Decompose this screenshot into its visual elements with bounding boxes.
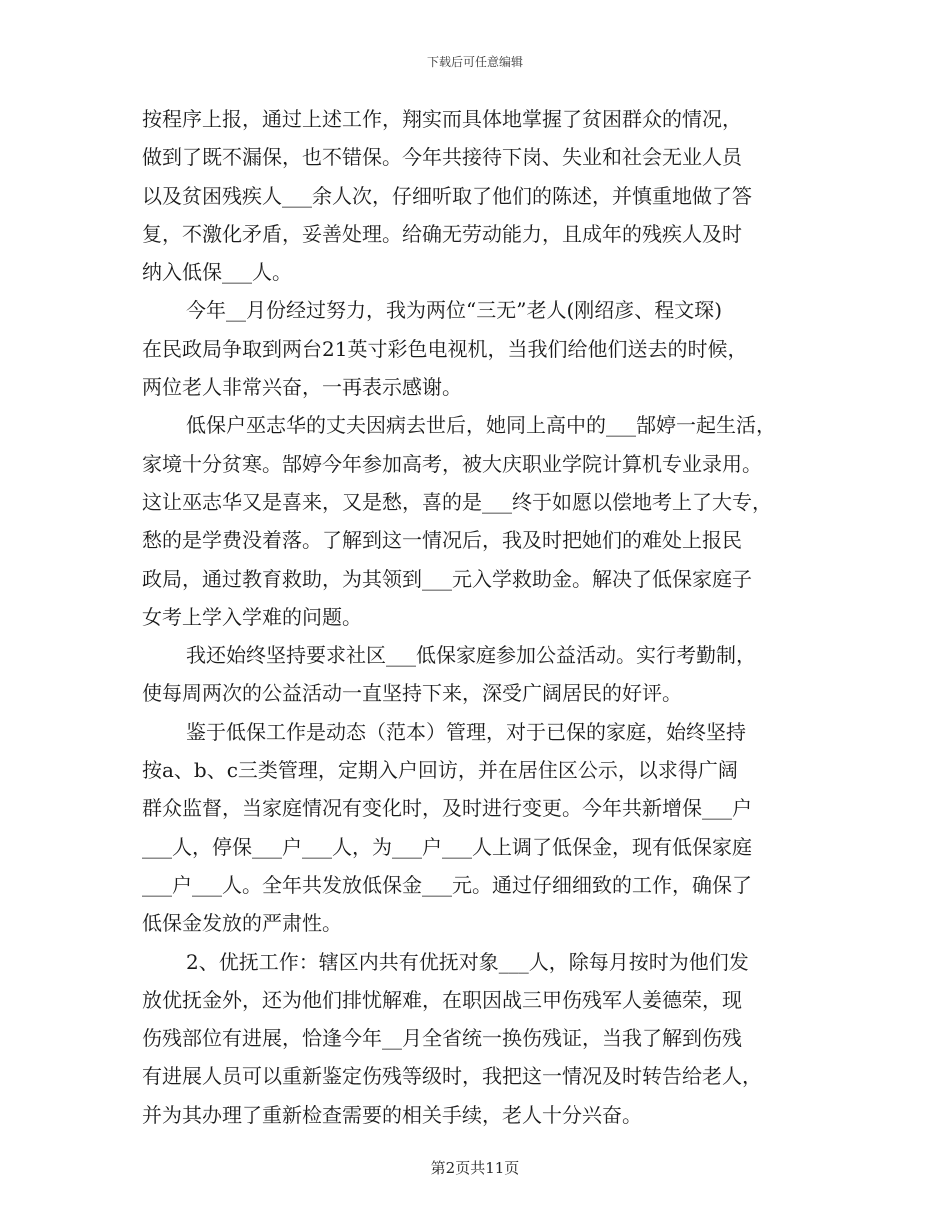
paragraph-line: ___人，停保___户___人，为___户___人上调了低保金，现有低保家庭 [142,834,752,859]
paragraph-line: 并为其办理了重新检查需要的相关手续，老人十分兴奋。 [142,1102,642,1127]
paragraph-line: 做到了既不漏保，也不错保。今年共接待下岗、失业和社会无业人员 [142,145,742,170]
paragraph-line: 群众监督，当家庭情况有变化时，及时进行变更。今年共新增保___户 [142,796,752,821]
document-body [142,100,832,1134]
paragraph-line: 纳入低保___人。 [142,260,292,285]
paragraph-line: 放优抚金外，还为他们排忧解难，在职因战三甲伤残军人姜德荣，现 [142,987,742,1012]
paragraph-line: 按a、b、c三类管理，定期入户回访，并在居住区公示，以求得广阔 [142,758,738,783]
paragraph-line: 女考上学入学难的问题。 [142,604,362,629]
paragraph-line: 有进展人员可以重新鉴定伤残等级时，我把这一情况及时转告给老人， [142,1064,762,1089]
paragraph-line: 复，不激化矛盾，妥善处理。给确无劳动能力，且成年的残疾人及时 [142,221,742,246]
paragraph-line: 以及贫困残疾人___余人次，仔细听取了他们的陈述，并慎重地做了答 [142,183,752,208]
paragraph-line: 政局，通过教育救助，为其领到___元入学救助金。解决了低保家庭子 [142,566,752,591]
paragraph-line: 这让巫志华又是喜来，又是愁，喜的是___终于如愿以偿地考上了大专， [142,489,772,514]
paragraph-first-line: 低保户巫志华的丈夫因病去世后，她同上高中的___郜婷一起生活， [186,413,776,438]
paragraph-line: 家境十分贫寒。郜婷今年参加高考，被大庆职业学院计算机专业录用。 [142,451,762,476]
page-number: 第2页共11页 [430,1159,520,1177]
paragraph-line: 愁的是学费没着落。了解到这一情况后，我及时把她们的难处上报民 [142,528,742,553]
paragraph-line: ___户___人。全年共发放低保金___元。通过仔细细致的工作，确保了 [142,872,752,897]
paragraph-line: 在民政局争取到两台21英寸彩色电视机，当我们给他们送去的时候， [142,336,748,361]
paragraph-line: 使每周两次的公益活动一直坚持下来，深受广阔居民的好评。 [142,681,682,706]
paragraph-line: 伤残部位有进展，恰逢今年__月全省统一换伤残证，当我了解到伤残 [142,1026,742,1051]
paragraph-first-line: 今年__月份经过努力，我为两位“三无”老人(刚绍彦、程文琛) [186,298,723,323]
page-header: 下载后可任意编辑 [426,55,523,69]
paragraph-first-line: 我还始终坚持要求社区___低保家庭参加公益活动。实行考勤制， [186,643,756,668]
paragraph-line: 两位老人非常兴奋，一再表示感谢。 [142,375,462,400]
paragraph-line: 按程序上报，通过上述工作，翔实而具体地掌握了贫困群众的情况， [142,107,742,131]
paragraph-first-line: 2、优抚工作：辖区内共有优抚对象___人，除每月按时为他们发 [186,949,749,974]
paragraph-line: 低保金发放的严肃性。 [142,911,342,936]
paragraph-first-line: 鉴于低保工作是动态（范本）管理，对于已保的家庭，始终坚持 [186,719,746,744]
